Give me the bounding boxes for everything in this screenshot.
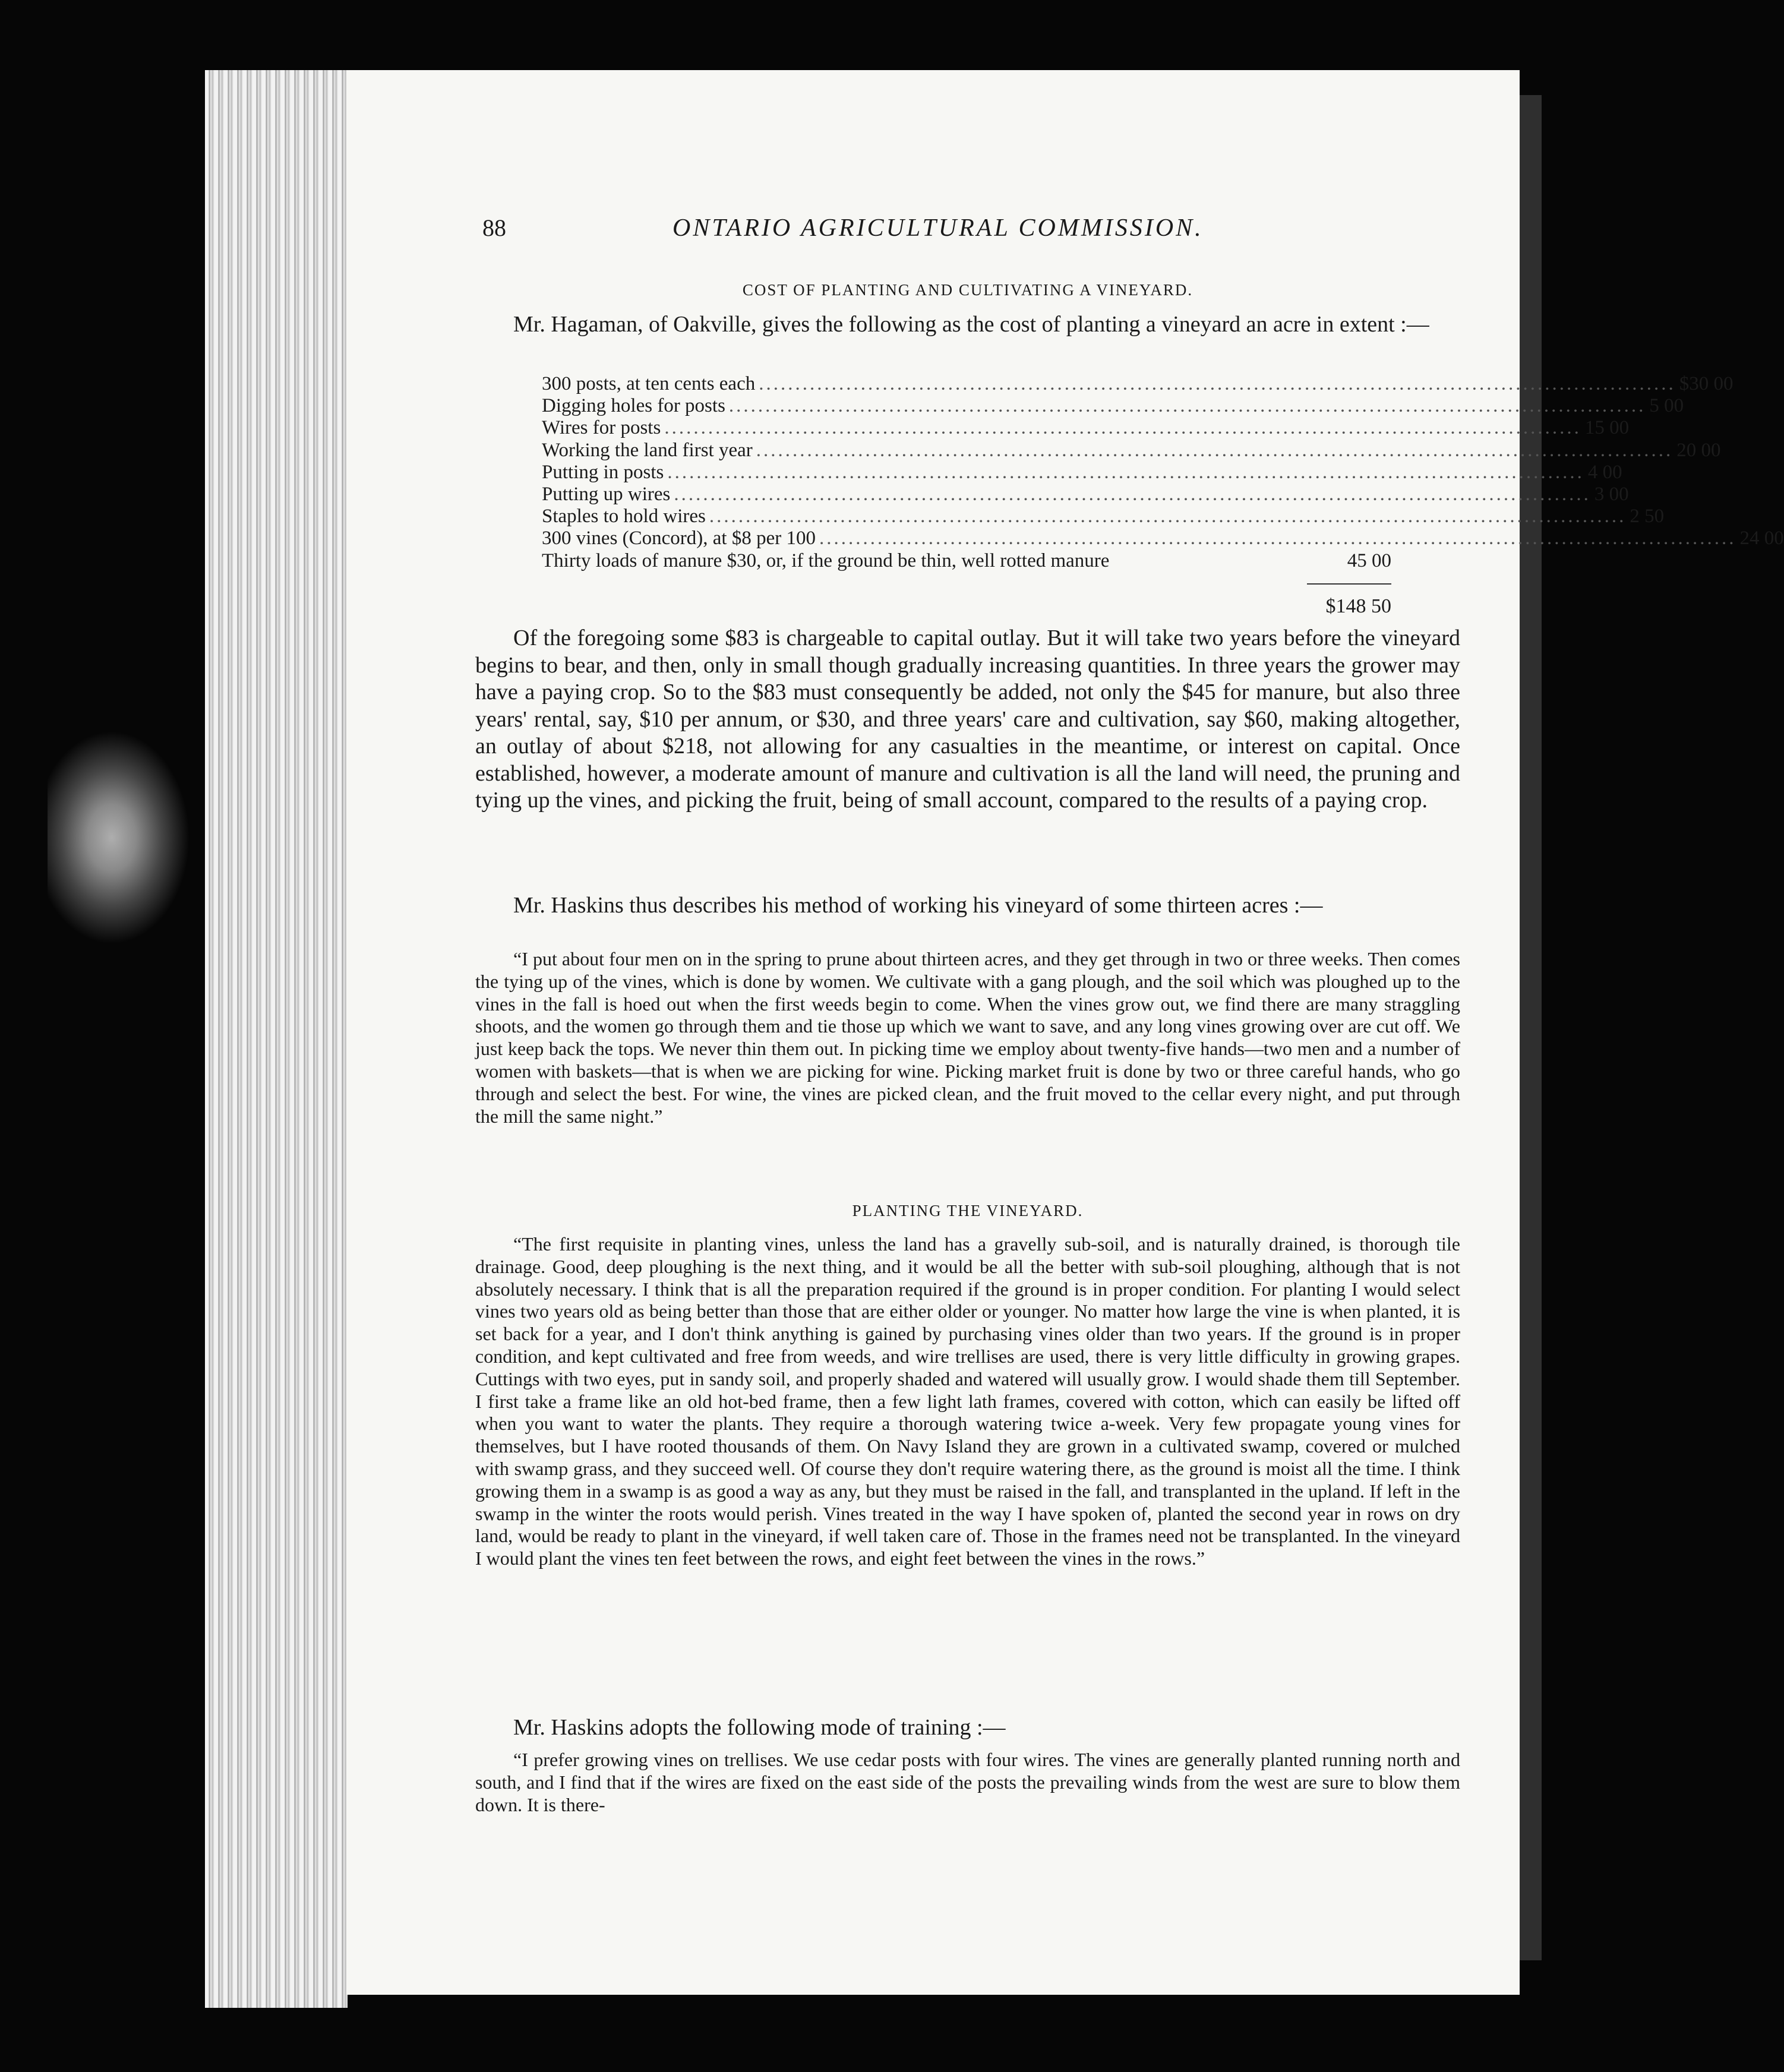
body-paragraph: Of the foregoing some $83 is chargeable to capital outlay. But it will take two years before the vineyard begins to bear, and then, only in small though gradually increasing quantities. In three years the grower may have a paying crop. So to the $83 must consequently be added, not only the $45 for manure, but also three years' rental, say, $10 per annum, or $30, and three years' care and cultivation, say $60, making altogether, an outlay of about $218, not allowing for any casualties in the meantime, or interest on capital. Once established, however, a moderate amount of manure and cultivation is all the land will need, the pruning and tying up the vines, and picking the fruit, being of small account, compared to the results of a paying crop. — [475, 626, 1460, 813]
cost-amount: 5 00 — [1649, 395, 1684, 417]
cost-row — [542, 373, 1734, 395]
leader-dots: .............................................................................................................................. — [759, 373, 1676, 394]
section-heading-cost: COST OF PLANTING AND CULTIVATING A VINEYARD. — [742, 281, 1193, 299]
cost-amount: 4 00 — [1587, 461, 1622, 483]
leader-dots: .............................................................................................................................. — [756, 439, 1674, 461]
cost-label: Working the land first year — [542, 439, 753, 461]
cost-amount: $30 00 — [1679, 373, 1734, 394]
cost-row — [542, 506, 1665, 528]
cost-row — [542, 439, 1721, 462]
paragraph-capital-outlay — [475, 625, 1460, 814]
intro-paragraph — [475, 311, 1460, 339]
quote-paragraph: “I put about four men on in the spring to prune about thirteen acres, and they get through in two or three weeks. Then comes the tying up of the vines, which is done by women. We cultivate with a gang plough, and the soil which was ploughed up to the vines in the fall is hoed out when the first weeds begin to come. When the vines grow out, we find there are many straggling shoots, and the women go through them and tie those up which we want to save, and any long vines growing over are cut off. We just keep back the tops. We never thin them out. In picking time we employ about twenty-five hands—two men and a number of women with baskets—that is when we are picking for wine. Picking market fruit is done by two or three careful hands, who go through and select the best. For wine, the vines are picked clean, and the fruit moved to the cellar every night, and put through the mill the same night.” — [475, 948, 1460, 1127]
paragraph-haskins-intro — [475, 892, 1460, 920]
total-rule — [1307, 583, 1391, 585]
body-paragraph: Mr. Haskins adopts the following mode of training :— — [513, 1715, 1006, 1740]
cost-label: Wires for posts — [542, 417, 661, 439]
cost-row — [542, 417, 1630, 439]
cost-amount: 15 00 — [1584, 417, 1630, 439]
cost-amount: 24 00 — [1739, 528, 1784, 549]
cost-label: 300 vines (Concord), at $8 per 100 — [542, 528, 816, 549]
cost-label: 300 posts, at ten cents each — [542, 373, 756, 394]
page-header — [482, 214, 1274, 249]
cost-row — [542, 395, 1684, 417]
cost-amount: 20 00 — [1676, 439, 1721, 461]
leader-dots: .............................................................................................................................. — [728, 395, 1646, 417]
intro-text: Mr. Hagaman, of Oakville, gives the following as the cost of planting a vineyard an acre in extent :— — [513, 312, 1429, 337]
cost-total: $148 50 — [1325, 595, 1391, 617]
cost-row — [542, 461, 1622, 484]
cost-label: Putting in posts — [542, 461, 664, 483]
quote-training — [475, 1749, 1460, 1816]
cost-label: Digging holes for posts — [542, 395, 725, 417]
body-paragraph: Mr. Haskins thus describes his method of working his vineyard of some thirteen acres :— — [513, 893, 1323, 918]
cost-amount: 45 00 — [1347, 549, 1391, 571]
cost-row — [542, 528, 1784, 549]
leader-dots: .............................................................................................................................. — [667, 461, 1584, 483]
quote-vineyard-work — [475, 948, 1460, 1127]
cost-row — [542, 483, 1629, 506]
leader-dots: .............................................................................................................................. — [674, 483, 1591, 505]
cost-row — [542, 550, 1391, 572]
page-smudge — [48, 731, 190, 945]
cost-amount: 2 50 — [1630, 506, 1665, 528]
leader-dots: .............................................................................................................................. — [819, 528, 1736, 549]
cost-label: Putting up wires — [542, 483, 671, 505]
cost-table — [542, 373, 1784, 572]
running-title: ONTARIO AGRICULTURAL COMMISSION. — [672, 214, 1204, 242]
quote-planting — [475, 1233, 1460, 1570]
leader-dots: .............................................................................................................................. — [709, 506, 1627, 528]
paragraph-training-intro — [475, 1714, 1460, 1742]
page-number: 88 — [482, 214, 506, 241]
quote-paragraph: “The first requisite in planting vines, unless the land has a gravelly sub-soil, and is naturally drained, is thorough tile drainage. Good, deep ploughing is the next thing, and it would be all the better with sub-soil ploughing, although that is not absolutely necessary. I think that is all the preparation required if the ground is in proper condition. For planting I would select vines two years old as being better than those that are either older or younger. No matter how large the vine is when planted, it is set back for a year, and I don't think anything is gained by purchasing vines older than two years. If the ground is in proper condition, and kept cultivated and free from weeds, and wire trellises are used, there is very little difficulty in growing grapes. Cuttings with two eyes, put in sandy soil, and properly shaded and watered will usually grow. I would shade them till September. I first take a frame like an old hot-bed frame, then a few light lath frames, covered with cotton, which can easily be lifted off when you want to water the plants. They require a thorough watering twice a-week. Very few propagate young vines for themselves, but I have rooted thousands of them. On Navy Island they are grown in a cultivated swamp, covered or mulched with swamp grass, and they succeed well. Of course they don't require watering there, as the ground is moist all the time. I think growing them in a swamp is as good a way as any, but they must be raised in the fall, and transplanted in the upland. If left in the swamp in the winter the roots would perish. Vines treated in the way I have spoken of, planted the second year in rows on dry land, would be ready to plant in the vineyard, if well taken care of. Those in the frames need not be transplanted. In the vineyard I would plant the vines ten feet between the rows, and eight feet between the vines in the rows.” — [475, 1233, 1460, 1569]
cost-label: Thirty loads of manure $30, or, if the ground be thin, well rotted manure — [542, 549, 1110, 571]
book-page-edges — [205, 70, 348, 2008]
leader-dots: .............................................................................................................................. — [664, 417, 1581, 439]
cost-amount: 3 00 — [1594, 483, 1629, 505]
section-heading-planting: PLANTING THE VINEYARD. — [852, 1202, 1084, 1220]
quote-paragraph: “I prefer growing vines on trellises. We use cedar posts with four wires. The vines are generally planted running north and south, and I find that if the wires are fixed on the east side of the posts the prevailing winds from the west are sure to blow them down. It is there- — [475, 1749, 1460, 1815]
cost-label: Staples to hold wires — [542, 506, 706, 528]
